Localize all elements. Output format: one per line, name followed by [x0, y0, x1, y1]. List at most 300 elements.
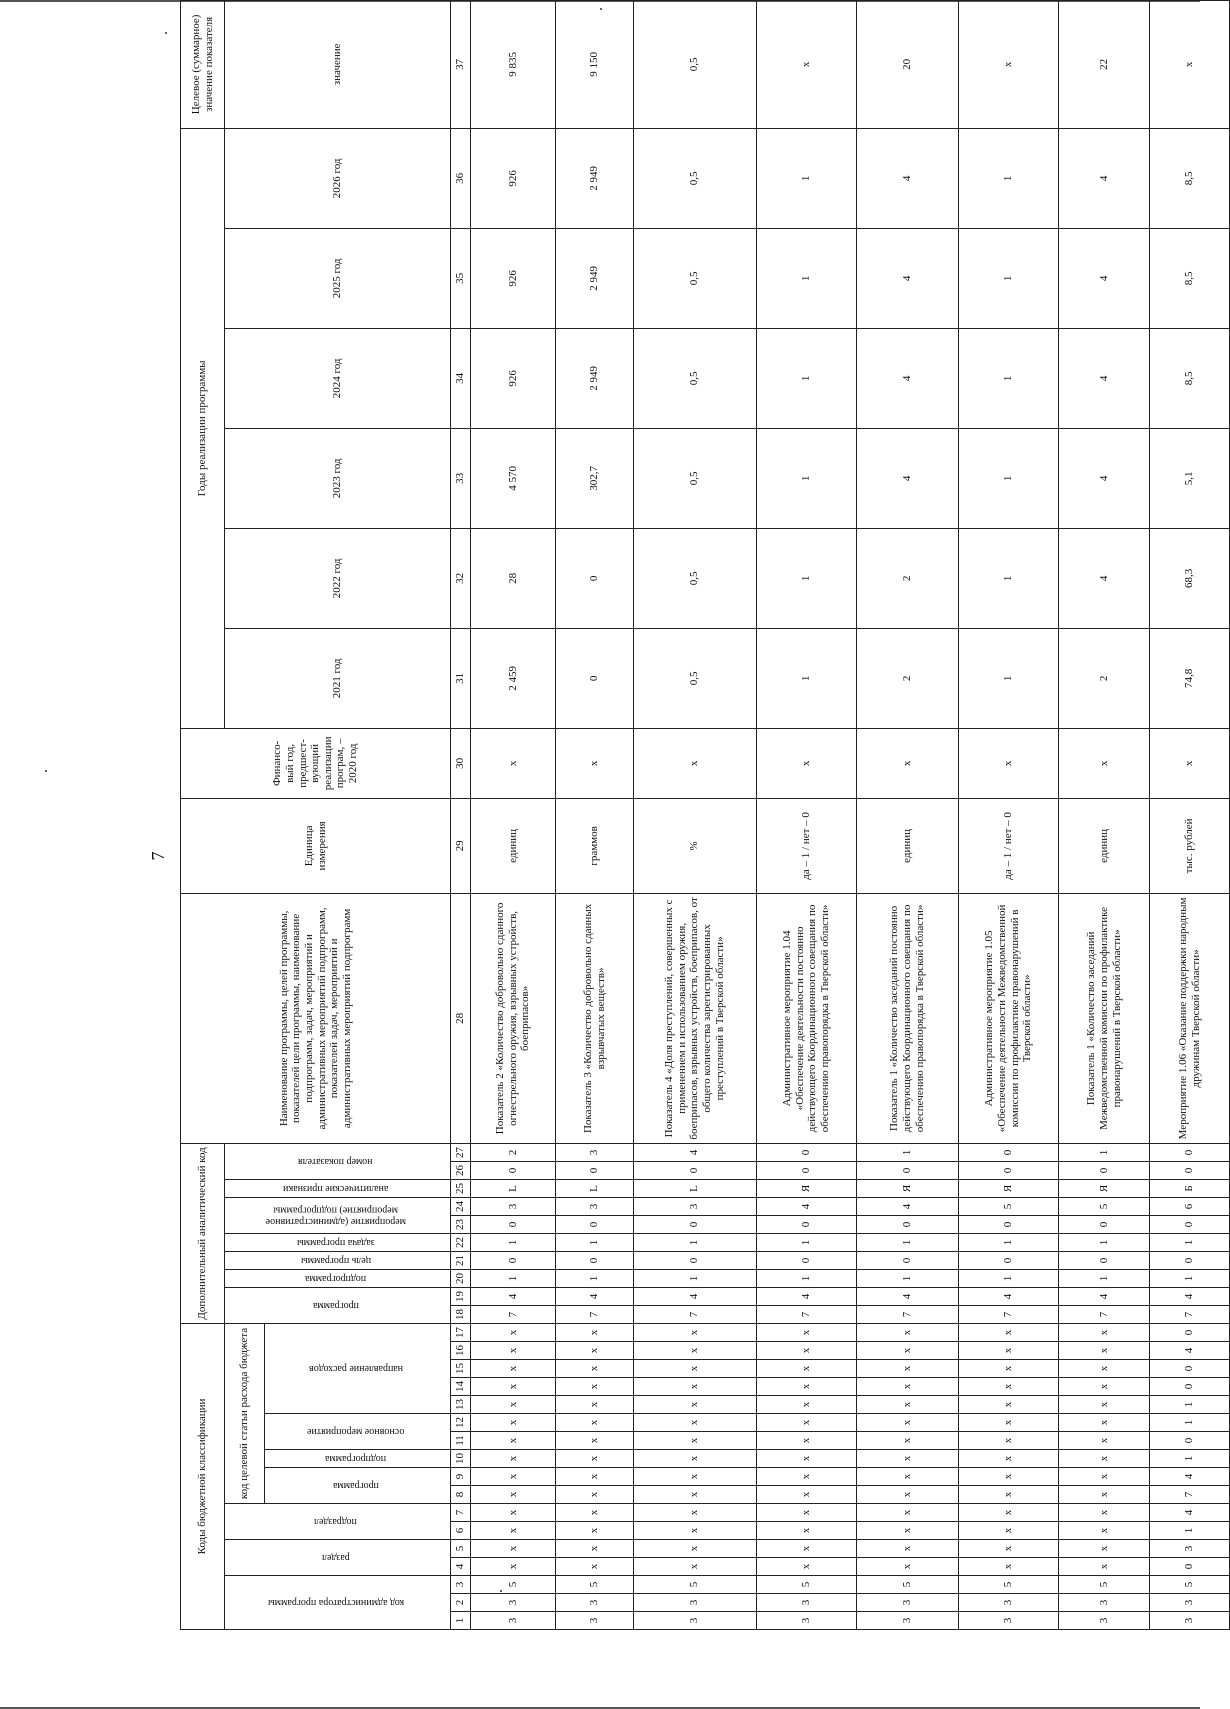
code-digit: 5 [959, 1197, 1059, 1215]
code-digit: 0 [1150, 1378, 1230, 1396]
row-year-value: 8,5 [1150, 228, 1230, 328]
column-number: 24 [451, 1197, 471, 1215]
row-unit: граммов [556, 798, 633, 893]
code-digit: 1 [756, 1233, 856, 1251]
code-digit: х [1059, 1360, 1150, 1378]
code-digit: 7 [1150, 1305, 1230, 1323]
code-digit: 7 [959, 1305, 1059, 1323]
column-number: 14 [451, 1378, 471, 1396]
row-year-value: 0,5 [633, 428, 756, 528]
code-digit: х [959, 1432, 1059, 1450]
row-year-value: 4 [1059, 428, 1150, 528]
header-program-goal: цель программы [300, 1254, 371, 1266]
code-digit: х [1059, 1504, 1150, 1522]
code-digit: 1 [1150, 1522, 1230, 1540]
column-number: 30 [451, 728, 471, 798]
row-name: Мероприятие 1.06 «Оказание поддержки народным дружинам Тверской области» [1150, 893, 1230, 1143]
row-name: Показатель 2 «Количество добровольно сданного огнестрельного оружия, взрывных устройств, боеприпасов» [471, 893, 556, 1143]
code-digit: х [471, 1450, 556, 1468]
code-digit: х [556, 1468, 633, 1486]
code-digit: х [471, 1342, 556, 1360]
row-target-value: 9 835 [471, 0, 556, 128]
column-number: 20 [451, 1269, 471, 1287]
code-digit: х [756, 1414, 856, 1432]
code-digit: 3 [471, 1594, 556, 1612]
code-digit: 1 [1150, 1233, 1230, 1251]
row-target-value: х [756, 0, 856, 128]
row-year-value: 5,1 [1150, 428, 1230, 528]
column-number: 4 [451, 1558, 471, 1576]
code-digit: 1 [1150, 1414, 1230, 1432]
code-digit: 4 [471, 1287, 556, 1305]
row-name: Административное мероприятие 1.05 «Обеспечение деятельности Межведомственной комиссии по профилактике правонарушений в Тверской области» [959, 893, 1059, 1143]
row-year-value: 2 [1059, 628, 1150, 728]
row-fin-year-value: х [556, 728, 633, 798]
code-digit: 7 [1150, 1486, 1230, 1504]
code-digit: х [556, 1522, 633, 1540]
row-target-value: 9 150 [556, 0, 633, 128]
code-digit: х [633, 1540, 756, 1558]
code-digit: х [856, 1414, 958, 1432]
code-digit: х [633, 1396, 756, 1414]
row-year-value: 2 949 [556, 128, 633, 228]
row-year-value: 74,8 [1150, 628, 1230, 728]
code-digit: х [959, 1396, 1059, 1414]
table-row [633, 0, 756, 1629]
code-digit: х [556, 1504, 633, 1522]
code-digit: 3 [856, 1612, 958, 1630]
row-year-value: 4 [1059, 228, 1150, 328]
column-number: 1 [451, 1612, 471, 1630]
code-digit: х [633, 1432, 756, 1450]
rotated-table-wrapper [180, 14, 1230, 1630]
row-year-value: 1 [959, 128, 1059, 228]
header-add-program: программа [312, 1300, 359, 1312]
code-digit: х [556, 1540, 633, 1558]
header-admin-code: код администратора программы [267, 1597, 404, 1609]
column-number: 28 [451, 893, 471, 1143]
code-digit: х [856, 1504, 958, 1522]
code-digit: 4 [556, 1287, 633, 1305]
header-year-2025: 2025 год [225, 228, 451, 328]
row-year-value: 2 949 [556, 328, 633, 428]
code-digit: х [959, 1486, 1059, 1504]
row-target-value: х [959, 0, 1059, 128]
code-digit: 1 [633, 1269, 756, 1287]
row-year-value: 0,5 [633, 228, 756, 328]
code-digit: х [856, 1450, 958, 1468]
code-digit: 5 [756, 1576, 856, 1594]
header-add-subprogram: подпрограмма [305, 1272, 367, 1284]
code-digit: х [756, 1450, 856, 1468]
code-digit: х [556, 1558, 633, 1576]
code-digit: 0 [471, 1161, 556, 1179]
table-row [1150, 0, 1230, 1629]
code-digit: 0 [959, 1251, 1059, 1269]
code-digit: х [633, 1360, 756, 1378]
code-digit: 0 [1150, 1143, 1230, 1161]
row-year-value: 4 [856, 228, 958, 328]
code-digit: 0 [756, 1215, 856, 1233]
column-number: 6 [451, 1522, 471, 1540]
code-digit: х [856, 1360, 958, 1378]
code-digit: Б [1150, 1179, 1230, 1197]
row-fin-year-value: х [471, 728, 556, 798]
row-name: Административное мероприятие 1.04 «Обеспечение деятельности постоянно действующего Координационного совещания по обеспечению правопорядка в Тверской области» [756, 893, 856, 1143]
code-digit: х [471, 1360, 556, 1378]
row-name: Показатель 4 «Доля преступлений, совершенных с применением и использованием оружия, боеприпасов, взрывных устройств, боеприпасов, от общего количества зарегистрированных преступлений в Тверской области» [633, 893, 756, 1143]
code-digit: 3 [1150, 1594, 1230, 1612]
code-digit: 3 [633, 1612, 756, 1630]
header-program-task: задача программы [296, 1236, 375, 1248]
code-digit: L [471, 1179, 556, 1197]
row-year-value: 8,5 [1150, 128, 1230, 228]
code-digit: 1 [856, 1143, 958, 1161]
code-digit: х [633, 1414, 756, 1432]
row-unit: тыс. рублей [1150, 798, 1230, 893]
page-number: 7 [148, 851, 168, 861]
table-row [856, 0, 958, 1629]
code-digit: 3 [633, 1594, 756, 1612]
code-digit: х [471, 1323, 556, 1341]
row-year-value: 2 [856, 628, 958, 728]
code-digit: 4 [756, 1197, 856, 1215]
code-digit: 3 [471, 1197, 556, 1215]
column-number: 32 [451, 528, 471, 628]
code-digit: 3 [856, 1594, 958, 1612]
code-digit: 0 [756, 1143, 856, 1161]
row-year-value: 2 949 [556, 228, 633, 328]
code-digit: 0 [1150, 1161, 1230, 1179]
column-number: 36 [451, 128, 471, 228]
column-number: 15 [451, 1360, 471, 1378]
row-fin-year-value: х [633, 728, 756, 798]
code-digit: 0 [1150, 1323, 1230, 1341]
code-digit: 4 [959, 1287, 1059, 1305]
row-year-value: 4 [856, 128, 958, 228]
code-digit: х [1059, 1432, 1150, 1450]
code-digit: 4 [633, 1287, 756, 1305]
code-digit: х [556, 1378, 633, 1396]
row-year-value: 302,7 [556, 428, 633, 528]
row-year-value: 1 [959, 628, 1059, 728]
row-year-value: 0,5 [633, 128, 756, 228]
column-number: 19 [451, 1287, 471, 1305]
code-digit: 7 [756, 1305, 856, 1323]
column-number: 21 [451, 1251, 471, 1269]
column-number: 8 [451, 1486, 471, 1504]
code-digit: 0 [756, 1161, 856, 1179]
code-digit: х [959, 1468, 1059, 1486]
row-year-value: 8,5 [1150, 328, 1230, 428]
code-digit: х [856, 1378, 958, 1396]
row-unit: единиц [1059, 798, 1150, 893]
code-digit: х [1059, 1323, 1150, 1341]
row-year-value: 1 [756, 628, 856, 728]
row-year-value: 2 [856, 528, 958, 628]
code-digit: х [756, 1540, 856, 1558]
code-digit: х [959, 1522, 1059, 1540]
header-expense-direction: направление расходов [308, 1363, 403, 1375]
row-year-value: 68,3 [1150, 528, 1230, 628]
header-subsection: подраздел [314, 1516, 358, 1528]
code-digit: х [856, 1540, 958, 1558]
code-digit: 4 [1150, 1287, 1230, 1305]
code-digit: х [633, 1522, 756, 1540]
code-digit: 5 [1150, 1576, 1230, 1594]
code-digit: х [556, 1432, 633, 1450]
code-digit: 5 [856, 1576, 958, 1594]
code-digit: 4 [1059, 1287, 1150, 1305]
code-digit: 3 [756, 1594, 856, 1612]
code-digit: 2 [471, 1143, 556, 1161]
code-digit: х [1059, 1540, 1150, 1558]
row-year-value: 0,5 [633, 628, 756, 728]
code-digit: х [756, 1504, 856, 1522]
code-digit: 3 [959, 1612, 1059, 1630]
row-year-value: 1 [959, 428, 1059, 528]
header-year-2022: 2022 год [225, 528, 451, 628]
code-digit: х [633, 1378, 756, 1396]
column-number: 34 [451, 328, 471, 428]
row-year-value: 4 570 [471, 428, 556, 528]
code-digit: х [556, 1450, 633, 1468]
code-digit: х [756, 1378, 856, 1396]
code-digit: х [1059, 1342, 1150, 1360]
code-digit: х [959, 1360, 1059, 1378]
code-digit: х [756, 1558, 856, 1576]
row-year-value: 1 [959, 328, 1059, 428]
code-digit: 0 [1150, 1215, 1230, 1233]
code-digit: Я [959, 1179, 1059, 1197]
code-digit: х [1059, 1486, 1150, 1504]
code-digit: х [471, 1522, 556, 1540]
code-digit: 0 [959, 1143, 1059, 1161]
code-digit: 0 [1059, 1215, 1150, 1233]
code-digit: 0 [856, 1161, 958, 1179]
code-digit: 0 [471, 1215, 556, 1233]
code-digit: х [856, 1468, 958, 1486]
row-year-value: 2 459 [471, 628, 556, 728]
row-year-value: 1 [959, 528, 1059, 628]
code-digit: 5 [556, 1576, 633, 1594]
code-digit: 1 [1150, 1269, 1230, 1287]
column-number: 22 [451, 1233, 471, 1251]
code-digit: 3 [1059, 1594, 1150, 1612]
column-number: 2 [451, 1594, 471, 1612]
code-digit: 4 [1150, 1504, 1230, 1522]
code-digit: х [959, 1414, 1059, 1432]
code-digit: х [959, 1378, 1059, 1396]
code-digit: 5 [471, 1576, 556, 1594]
code-digit: 3 [471, 1612, 556, 1630]
column-number: 29 [451, 798, 471, 893]
column-number: 13 [451, 1396, 471, 1414]
column-number: 9 [451, 1468, 471, 1486]
header-target-value: значение [225, 0, 451, 128]
row-year-value: 28 [471, 528, 556, 628]
header-event-admin: мероприятие (административное мероприятие) подпрограммы [265, 1204, 406, 1227]
code-digit: 3 [633, 1197, 756, 1215]
code-digit: 0 [1150, 1432, 1230, 1450]
code-digit: 3 [556, 1197, 633, 1215]
scan-speck [45, 770, 47, 772]
code-digit: х [856, 1323, 958, 1341]
table-row [471, 0, 556, 1629]
code-digit: 0 [556, 1161, 633, 1179]
code-digit: х [1059, 1378, 1150, 1396]
code-digit: 1 [856, 1269, 958, 1287]
code-digit: 0 [1059, 1251, 1150, 1269]
code-digit: L [633, 1179, 756, 1197]
code-digit: 0 [959, 1161, 1059, 1179]
header-year-2026: 2026 год [225, 128, 451, 228]
code-digit: х [959, 1540, 1059, 1558]
column-number: 5 [451, 1540, 471, 1558]
code-digit: 1 [633, 1233, 756, 1251]
row-unit: да – 1 / нет – 0 [959, 798, 1059, 893]
code-digit: х [556, 1323, 633, 1341]
column-number: 25 [451, 1179, 471, 1197]
header-section: раздел [321, 1552, 350, 1564]
code-digit: х [756, 1323, 856, 1341]
table-row [756, 0, 856, 1629]
header-additional-code: Дополнительный аналитический код [181, 1143, 225, 1323]
column-number: 27 [451, 1143, 471, 1161]
column-number: 26 [451, 1161, 471, 1179]
row-fin-year-value: х [959, 728, 1059, 798]
code-digit: 3 [1059, 1612, 1150, 1630]
code-digit: 1 [556, 1233, 633, 1251]
row-unit: % [633, 798, 756, 893]
code-digit: х [556, 1486, 633, 1504]
code-digit: 5 [1059, 1197, 1150, 1215]
scan-speck [165, 32, 167, 34]
row-year-value: 1 [756, 228, 856, 328]
header-year-2021: 2021 год [225, 628, 451, 728]
code-digit: х [471, 1504, 556, 1522]
code-digit: 1 [1150, 1396, 1230, 1414]
row-fin-year-value: х [756, 728, 856, 798]
code-digit: х [556, 1360, 633, 1378]
row-name: Показатель 1 «Количество заседаний Межведомственной комиссии по профилактике правонарушений в Тверской области» [1059, 893, 1150, 1143]
header-indicator-number: номер показателя [298, 1156, 373, 1168]
code-digit: х [756, 1522, 856, 1540]
row-target-value: 0,5 [633, 0, 756, 128]
code-digit: х [756, 1432, 856, 1450]
table-row [959, 0, 1059, 1629]
code-digit: Я [756, 1179, 856, 1197]
row-year-value: 0,5 [633, 328, 756, 428]
code-digit: х [471, 1396, 556, 1414]
code-digit: Я [856, 1179, 958, 1197]
code-digit: х [1059, 1522, 1150, 1540]
code-digit: 7 [556, 1305, 633, 1323]
code-digit: 7 [633, 1305, 756, 1323]
row-target-value: 22 [1059, 0, 1150, 128]
code-digit: х [756, 1486, 856, 1504]
row-fin-year-value: х [1150, 728, 1230, 798]
header-analytic-features: аналитические признаки [283, 1182, 389, 1194]
row-year-value: 926 [471, 228, 556, 328]
code-digit: х [471, 1378, 556, 1396]
code-digit: х [633, 1323, 756, 1341]
code-digit: 5 [1059, 1576, 1150, 1594]
code-digit: 0 [556, 1215, 633, 1233]
code-digit: 4 [856, 1287, 958, 1305]
column-number: 33 [451, 428, 471, 528]
column-number: 12 [451, 1414, 471, 1432]
code-digit: х [856, 1396, 958, 1414]
row-year-value: 4 [856, 328, 958, 428]
code-digit: 1 [856, 1233, 958, 1251]
code-digit: х [856, 1342, 958, 1360]
code-digit: х [556, 1342, 633, 1360]
header-subprogram: подпрограмма [325, 1453, 387, 1464]
row-fin-year-value: х [856, 728, 958, 798]
code-digit: х [556, 1414, 633, 1432]
code-digit: 0 [633, 1215, 756, 1233]
code-digit: х [633, 1558, 756, 1576]
row-year-value: 1 [756, 528, 856, 628]
code-digit: 3 [959, 1594, 1059, 1612]
code-digit: 0 [1150, 1558, 1230, 1576]
header-fin-year: Финансо-вый год, предшест-вующий реализации програм, – 2020 год [181, 728, 451, 798]
code-digit: 0 [556, 1251, 633, 1269]
code-digit: 7 [1059, 1305, 1150, 1323]
header-year-2024: 2024 год [225, 328, 451, 428]
column-number: 10 [451, 1450, 471, 1468]
row-year-value: 1 [959, 228, 1059, 328]
code-digit: 3 [1150, 1612, 1230, 1630]
code-digit: 3 [556, 1143, 633, 1161]
row-year-value: 0 [556, 528, 633, 628]
column-number: 7 [451, 1504, 471, 1522]
code-digit: х [959, 1450, 1059, 1468]
code-digit: х [959, 1342, 1059, 1360]
row-year-value: 1 [756, 428, 856, 528]
code-digit: 1 [1150, 1450, 1230, 1468]
row-unit: да – 1 / нет – 0 [756, 798, 856, 893]
code-digit: х [471, 1558, 556, 1576]
code-digit: х [633, 1486, 756, 1504]
column-number-row [451, 0, 471, 1629]
code-digit: 4 [1150, 1342, 1230, 1360]
code-digit: х [1059, 1414, 1150, 1432]
row-year-value: 0 [556, 628, 633, 728]
code-digit: х [756, 1468, 856, 1486]
table-row [1059, 0, 1150, 1629]
code-digit: 4 [756, 1287, 856, 1305]
code-digit: 3 [556, 1594, 633, 1612]
code-digit: х [1059, 1468, 1150, 1486]
code-digit: 1 [959, 1269, 1059, 1287]
code-digit: 4 [1150, 1468, 1230, 1486]
code-digit: х [633, 1342, 756, 1360]
row-year-value: 0,5 [633, 528, 756, 628]
row-unit: единиц [471, 798, 556, 893]
header-main-event: основное мероприятие [306, 1426, 405, 1438]
code-digit: 7 [856, 1305, 958, 1323]
code-digit: Я [1059, 1179, 1150, 1197]
code-digit: 6 [1150, 1197, 1230, 1215]
row-year-value: 1 [756, 128, 856, 228]
code-digit: 1 [959, 1233, 1059, 1251]
column-number: 35 [451, 228, 471, 328]
code-digit: 4 [633, 1143, 756, 1161]
column-number: 18 [451, 1305, 471, 1323]
column-number: 17 [451, 1323, 471, 1341]
